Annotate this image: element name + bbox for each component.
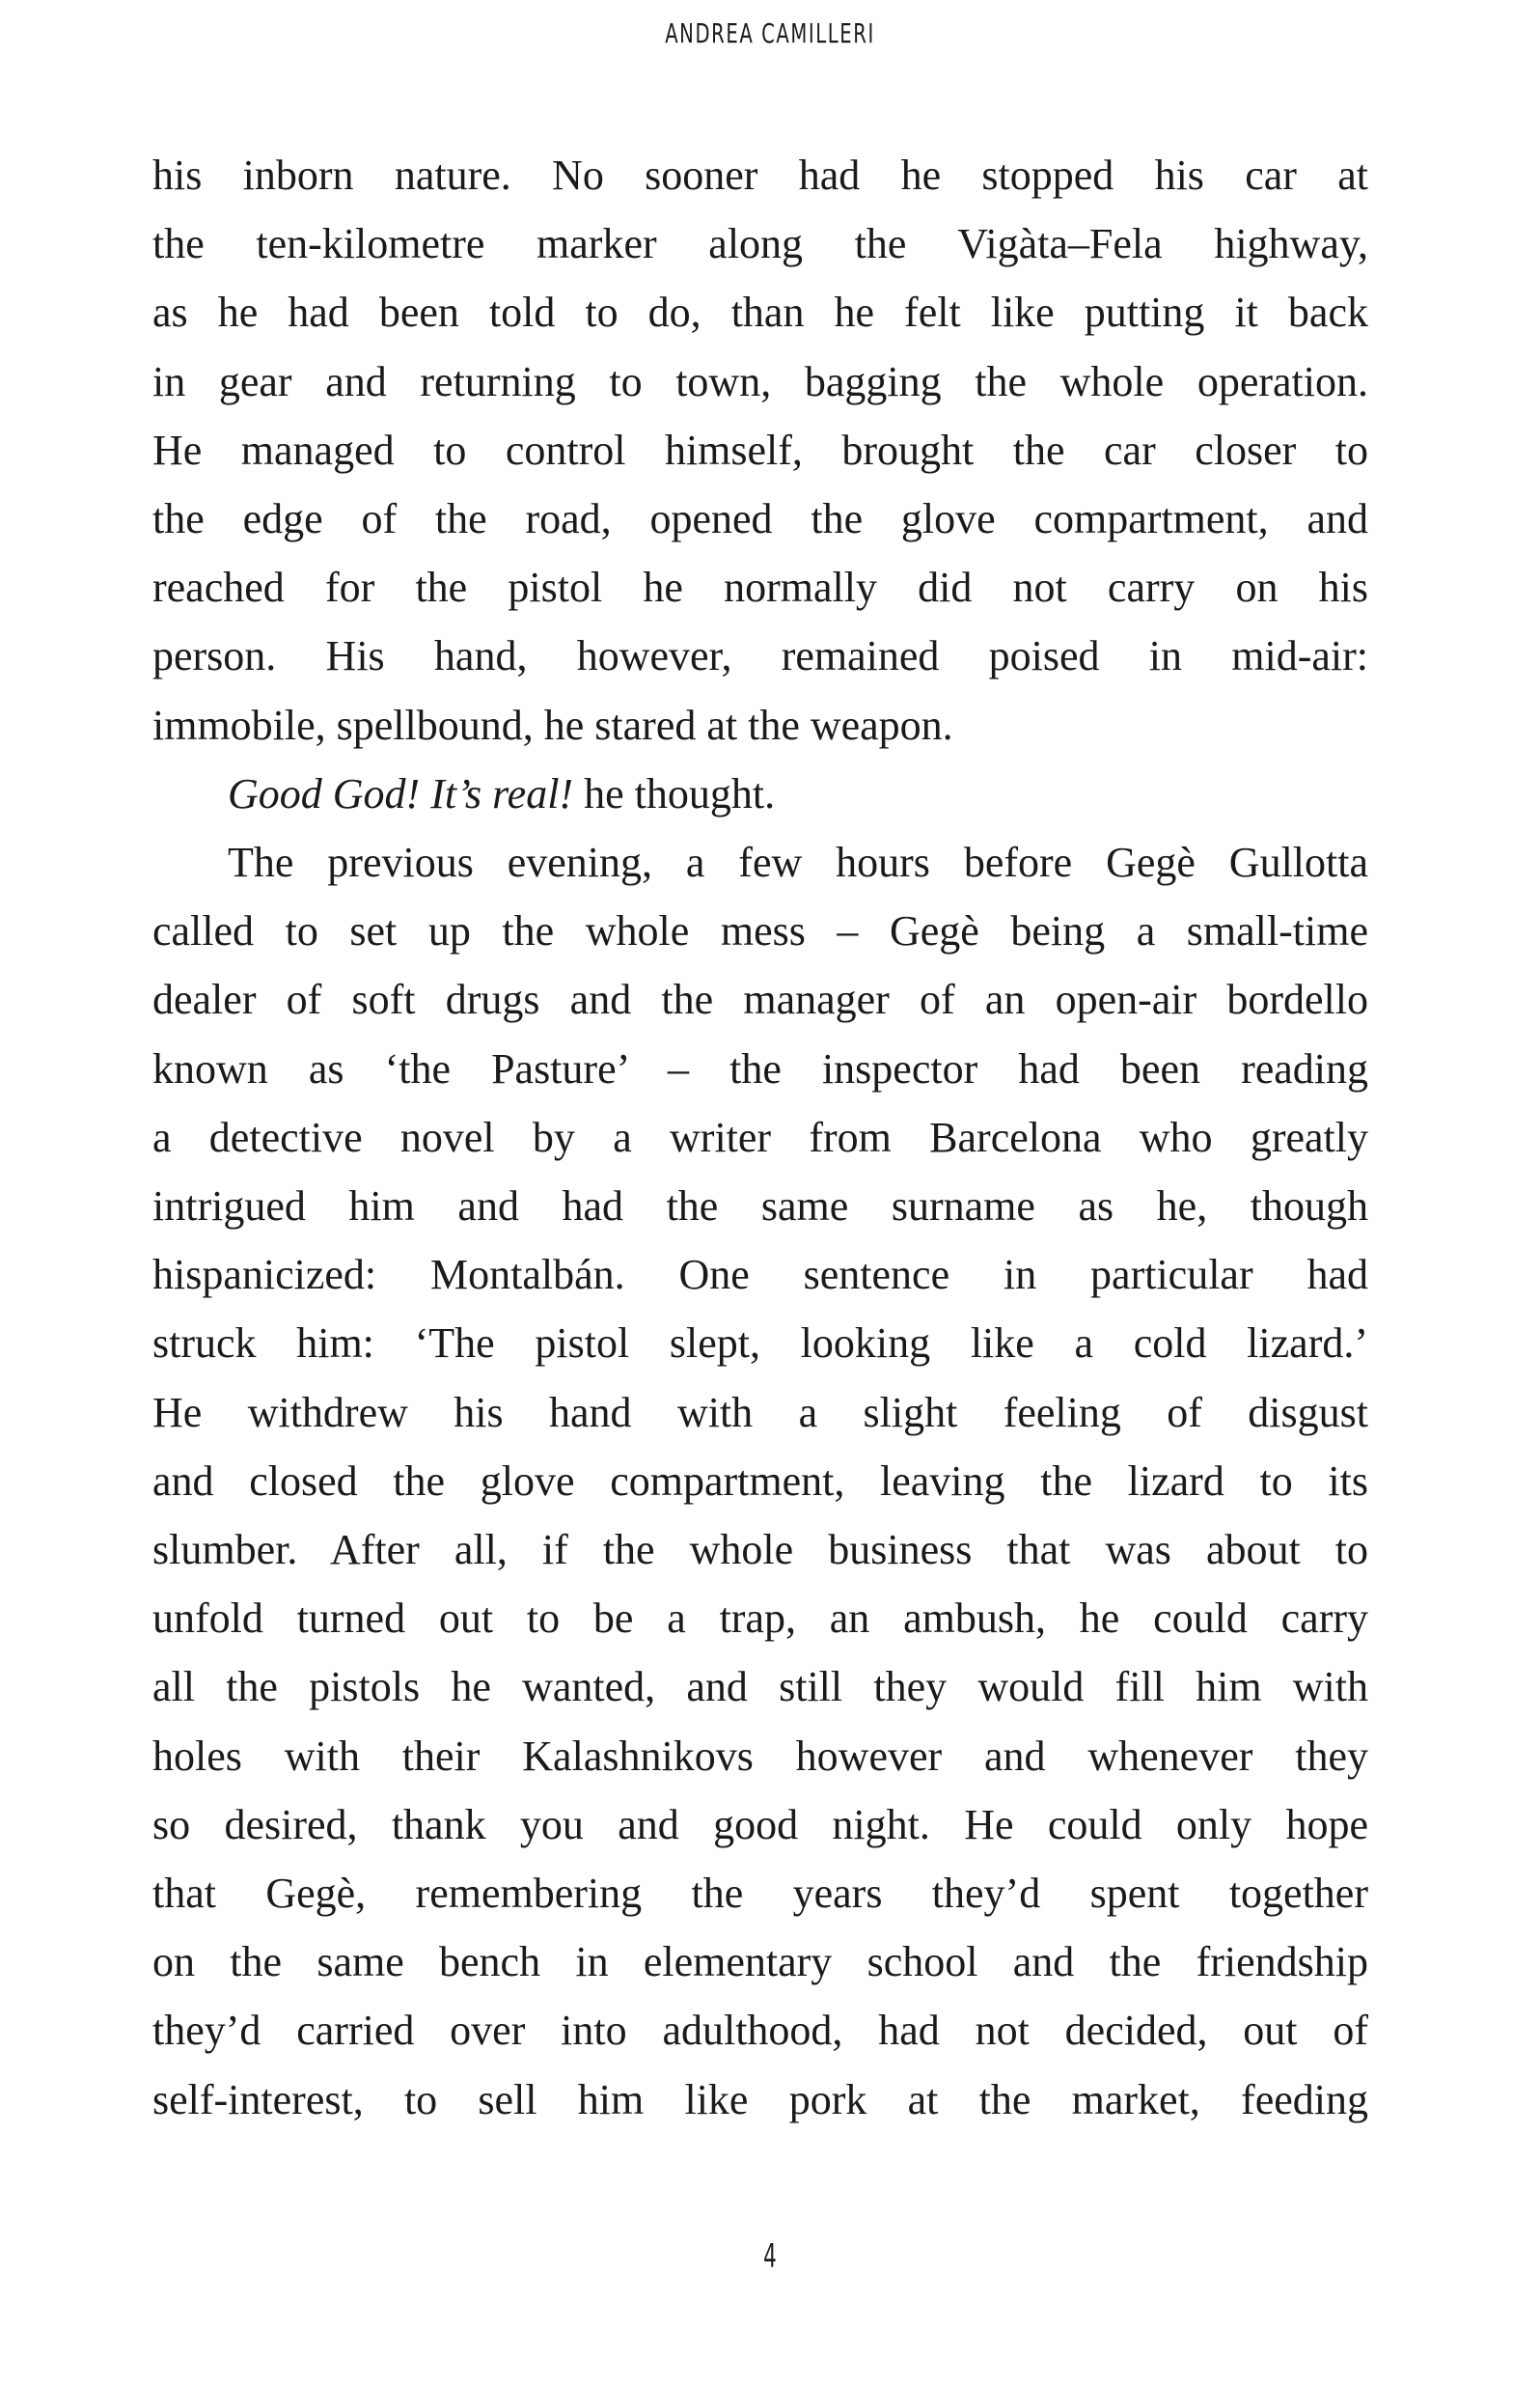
body-text bbox=[152, 141, 1368, 2134]
page-number: 4 bbox=[763, 2237, 777, 2276]
text-line: slumber. After all, if the whole business that was about to bbox=[152, 1526, 1368, 1574]
text-line: The previous evening, a few hours before Gegè Gullotta bbox=[228, 839, 1368, 887]
text-line: immobile, spellbound, he stared at the weapon. bbox=[152, 701, 953, 749]
text-line: that Gegè, remembering the years they’d spent together bbox=[152, 1870, 1368, 1918]
text-line: and closed the glove compartment, leaving the lizard to its bbox=[152, 1456, 1368, 1505]
running-head: ANDREA CAMILLERI bbox=[665, 17, 875, 49]
italic-thought: Good God! It’s real! bbox=[228, 769, 574, 818]
text-line: on the same bench in elementary school and the friendship bbox=[152, 1938, 1368, 1986]
thought-tag: he thought. bbox=[573, 769, 776, 818]
paragraph-3 bbox=[152, 828, 1368, 2134]
text-line: in gear and returning to town, bagging the whole operation. bbox=[152, 357, 1368, 405]
text-line: self-interest, to sell him like pork at the market, feeding bbox=[152, 2075, 1368, 2123]
text-line: intrigued him and had the same surname as he, though bbox=[152, 1182, 1368, 1231]
text-line: so desired, thank you and good night. He could only hope bbox=[152, 1800, 1368, 1848]
text-line bbox=[152, 760, 1368, 828]
text-line: struck him: ‘The pistol slept, looking like a cold lizard.’ bbox=[152, 1319, 1368, 1368]
text-line: his inborn nature. No sooner had he stopped his car at bbox=[152, 152, 1368, 199]
text-line: reached for the pistol he normally did not carry on his bbox=[152, 564, 1368, 612]
text-line: as he had been told to do, than he felt like putting it back bbox=[152, 289, 1368, 337]
text-line: unfold turned out to be a trap, an ambush, he could carry bbox=[152, 1594, 1368, 1643]
text-line: the ten-kilometre marker along the Vigàta–Fela highway, bbox=[152, 220, 1368, 268]
text-line: called to set up the whole mess – Gegè being a small-time bbox=[152, 907, 1368, 956]
text-line: known as ‘the Pasture’ – the inspector had been reading bbox=[152, 1044, 1368, 1093]
paragraph-2 bbox=[152, 760, 1368, 828]
text-line: all the pistols he wanted, and still they would fill him with bbox=[152, 1663, 1368, 1711]
paragraph-1 bbox=[152, 141, 1368, 760]
text-line: a detective novel by a writer from Barcelona who greatly bbox=[152, 1113, 1368, 1161]
text-line: hispanicized: Montalbán. One sentence in particular had bbox=[152, 1251, 1368, 1299]
text-line: dealer of soft drugs and the manager of an open-air bordello bbox=[152, 976, 1368, 1024]
text-line: person. His hand, however, remained poised in mid-air: bbox=[152, 632, 1368, 680]
text-line: they’d carried over into adulthood, had not decided, out of bbox=[152, 2007, 1368, 2055]
text-line: the edge of the road, opened the glove compartment, and bbox=[152, 495, 1368, 543]
text-line: holes with their Kalashnikovs however and whenever they bbox=[152, 1732, 1368, 1780]
text-line: He managed to control himself, brought the car closer to bbox=[152, 426, 1368, 474]
text-line: He withdrew his hand with a slight feeling of disgust bbox=[152, 1388, 1368, 1436]
